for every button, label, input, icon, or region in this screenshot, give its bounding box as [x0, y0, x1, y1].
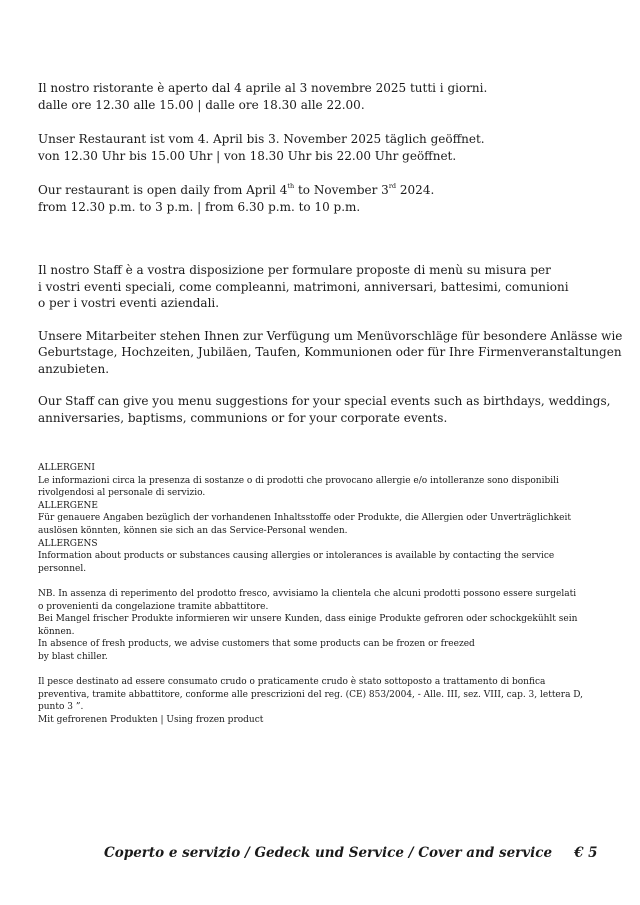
staff-english [38, 393, 611, 426]
hours-de-line: Unser Restaurant ist vom 4. April bis 3. November 2025 täglich geöffnet. [38, 132, 485, 146]
opening-hours-section [38, 80, 608, 233]
allergens-line: Information about products or substances causing allergies or intolerances is available by contacting the service [38, 551, 555, 562]
cover-charge-footer [104, 845, 598, 861]
ordinal-suffix: rd [388, 182, 397, 190]
staff-italian [38, 262, 608, 312]
ordinal-suffix: th [287, 182, 295, 190]
allergens-line: ALLERGENS [38, 538, 98, 549]
raw-fish-notice [38, 676, 613, 726]
staff-events-section [38, 262, 623, 442]
hours-german [38, 131, 608, 165]
staff-de-line: Unsere Mitarbeiter stehen Ihnen zur Verfügung um Menüvorschläge für besondere Anlässe wie [38, 328, 623, 343]
frozen-products-notice [38, 588, 613, 664]
allergens-line: Le informazioni circa la presenza di sostanze o di prodotti che provocano allergie e/o intolleranze sono disponibili [38, 475, 559, 486]
frozen-line: In absence of fresh products, we advise customers that some products can be frozen or freezed [38, 639, 475, 650]
hours-en-text: 2024. [396, 183, 435, 197]
hours-en-line [38, 182, 608, 199]
hours-de-line: von 12.30 Uhr bis 15.00 Uhr | von 18.30 Uhr bis 22.00 Uhr geöffnet. [38, 149, 457, 163]
hours-italian [38, 80, 608, 114]
hours-english [38, 182, 608, 216]
hours-it-line: Il nostro ristorante è aperto dal 4 aprile al 3 novembre 2025 tutti i giorni. [38, 81, 488, 95]
allergens-notice [38, 462, 613, 575]
allergens-line: Für genauere Angaben bezüglich der vorhandenen Inhaltsstoffe oder Produkte, die Allergien oder Unverträglichkeit [38, 513, 571, 524]
hours-en-text: Our restaurant is open daily from April 4 [38, 183, 288, 197]
allergens-line: rivolgendosi al personale di servizio. [38, 488, 206, 499]
staff-it-line: Il nostro Staff è a vostra disposizione per formulare proposte di menù su misura per [38, 263, 551, 277]
staff-de-line: Geburtstage, Hochzeiten, Jubiläen, Taufen, Kommunionen oder für Ihre Firmenveranstaltungen [38, 345, 622, 359]
notices-section [38, 462, 613, 739]
frozen-line: NB. In assenza di reperimento del prodotto fresco, avvisiamo la clientela che alcuni prodotti possono essere surgelati [38, 588, 577, 599]
raw-fish-line: preventiva, tramite abbattitore, conforme alle prescrizioni del reg. (CE) 853/2004, - Alle. III, sez. VIII, cap. 3, lettera D, [38, 689, 584, 700]
staff-en-line: anniversaries, baptisms, communions or for your corporate events. [38, 410, 448, 425]
hours-it-line: dalle ore 12.30 alle 15.00 | dalle ore 18.30 alle 22.00. [38, 98, 365, 112]
frozen-line: Bei Mangel frischer Produkte informieren wir unsere Kunden, dass einige Produkte gefroren oder schockgekühlt sein [38, 614, 578, 625]
hours-en-text: to November 3 [294, 183, 389, 197]
cover-charge-label: Coperto e servizio / Gedeck und Service / Cover and service [104, 845, 553, 861]
frozen-line: o provenienti da congelazione tramite abbattitore. [38, 601, 269, 612]
allergens-line: ALLERGENI [38, 463, 95, 473]
frozen-line: können. [38, 626, 75, 637]
raw-fish-line: Il pesce destinato ad essere consumato crudo o praticamente crudo è stato sottoposto a trattamento di bonfica [38, 677, 546, 688]
frozen-line: by blast chiller. [38, 651, 108, 662]
allergens-line: personnel. [38, 563, 87, 574]
staff-german [38, 328, 623, 378]
staff-de-line: anzubieten. [38, 361, 110, 376]
staff-it-line: o per i vostri eventi aziendali. [38, 296, 220, 310]
raw-fish-line: punto 3 ”. [38, 702, 84, 713]
staff-en-line: Our Staff can give you menu suggestions for your special events such as birthdays, weddings, [38, 394, 611, 408]
allergens-line: auslösen könnten, können sie sich an das Service-Personal wenden. [38, 525, 348, 536]
staff-it-line: i vostri eventi speciali, come compleanni, matrimoni, anniversari, battesimi, comunioni [38, 279, 569, 294]
allergens-line: ALLERGENE [38, 500, 99, 511]
hours-en-line: from 12.30 p.m. to 3 p.m. | from 6.30 p.m. to 10 p.m. [38, 200, 361, 214]
cover-charge-price: € 5 [574, 845, 598, 861]
raw-fish-line: Mit gefrorenen Produkten | Using frozen product [38, 714, 264, 725]
